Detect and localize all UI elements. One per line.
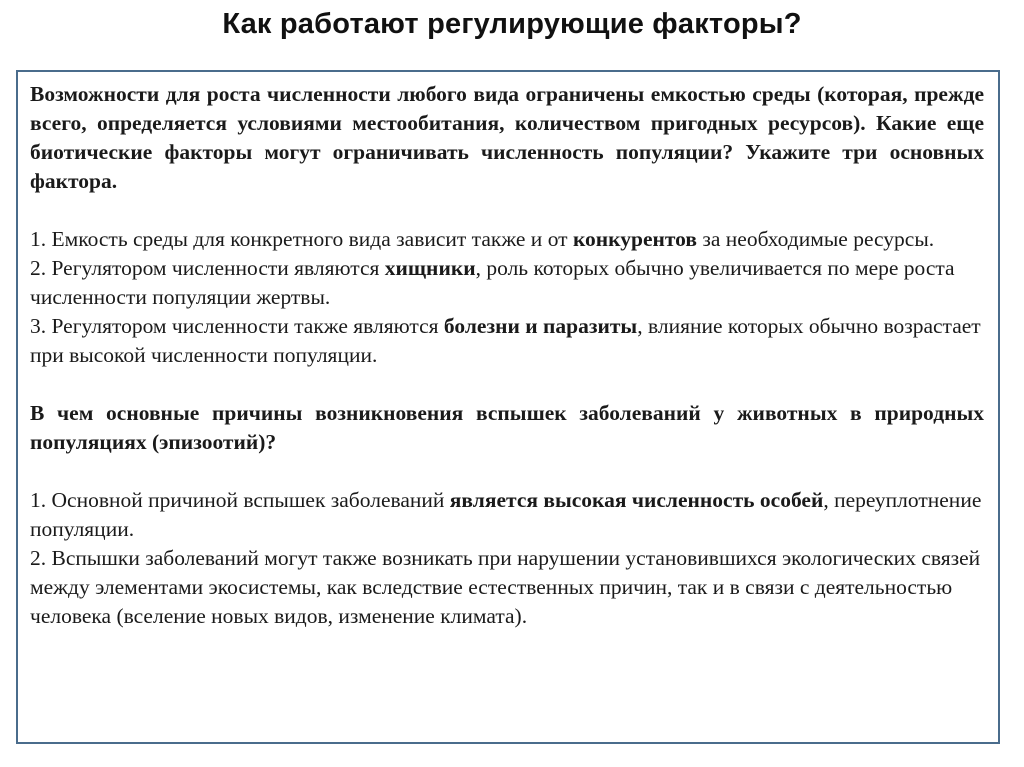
slide-title: Как работают регулирующие факторы? (222, 8, 802, 40)
cause-item-2 (30, 544, 984, 631)
answer-text: , переуплотнение популяции. (30, 488, 982, 541)
answer-text: за необходимые ресурсы. (697, 227, 935, 251)
answer-text: , влияние которых обычно возрастает при высокой численности популяции. (30, 314, 981, 367)
answer-text: 1. Емкость среды для конкретного вида зависит также и от (30, 227, 573, 251)
answer-item-2 (30, 254, 984, 312)
spacer (30, 370, 984, 399)
answer-item-1 (30, 225, 984, 254)
answer-item-3 (30, 312, 984, 370)
answer-text: 2. Вспышки заболеваний могут также возникать при нарушении установившихся экологических связей между элементами экосистемы, как вследствие естественных причин, так и в связи с деятельностью человека (вселение новых видов, изменение климата). (30, 546, 981, 628)
answer-text: 3. Регулятором численности также являются (30, 314, 444, 338)
answer-text: , роль которых обычно увеличивается по мере роста численности популяции жертвы. (30, 256, 955, 309)
spacer (30, 457, 984, 486)
content-frame (16, 70, 1000, 744)
answer-keyword: является высокая численность особей (449, 488, 824, 512)
answer-keyword: конкурентов (572, 227, 698, 251)
answer-keyword: болезни и паразиты (443, 314, 638, 338)
spacer (30, 196, 984, 225)
answer-text: 1. Основной причиной вспышек заболеваний (30, 488, 450, 512)
content-body (30, 80, 984, 631)
question-paragraph: В чем основные причины возникновения вспышек заболеваний у животных в природных популяциях (эпизоотий)? (30, 401, 984, 454)
answer-text: 2. Регулятором численности являются (30, 256, 385, 280)
intro-paragraph: Возможности для роста численности любого вида ограничены емкостью среды (которая, прежде всего, определяется условиями местообитания, количеством пригодных ресурсов). Какие еще биотические факторы могут ограничивать численность популяции? Укажите три основных фактора. (30, 82, 984, 193)
cause-item-1 (30, 486, 984, 544)
answer-keyword: хищники (384, 256, 476, 280)
